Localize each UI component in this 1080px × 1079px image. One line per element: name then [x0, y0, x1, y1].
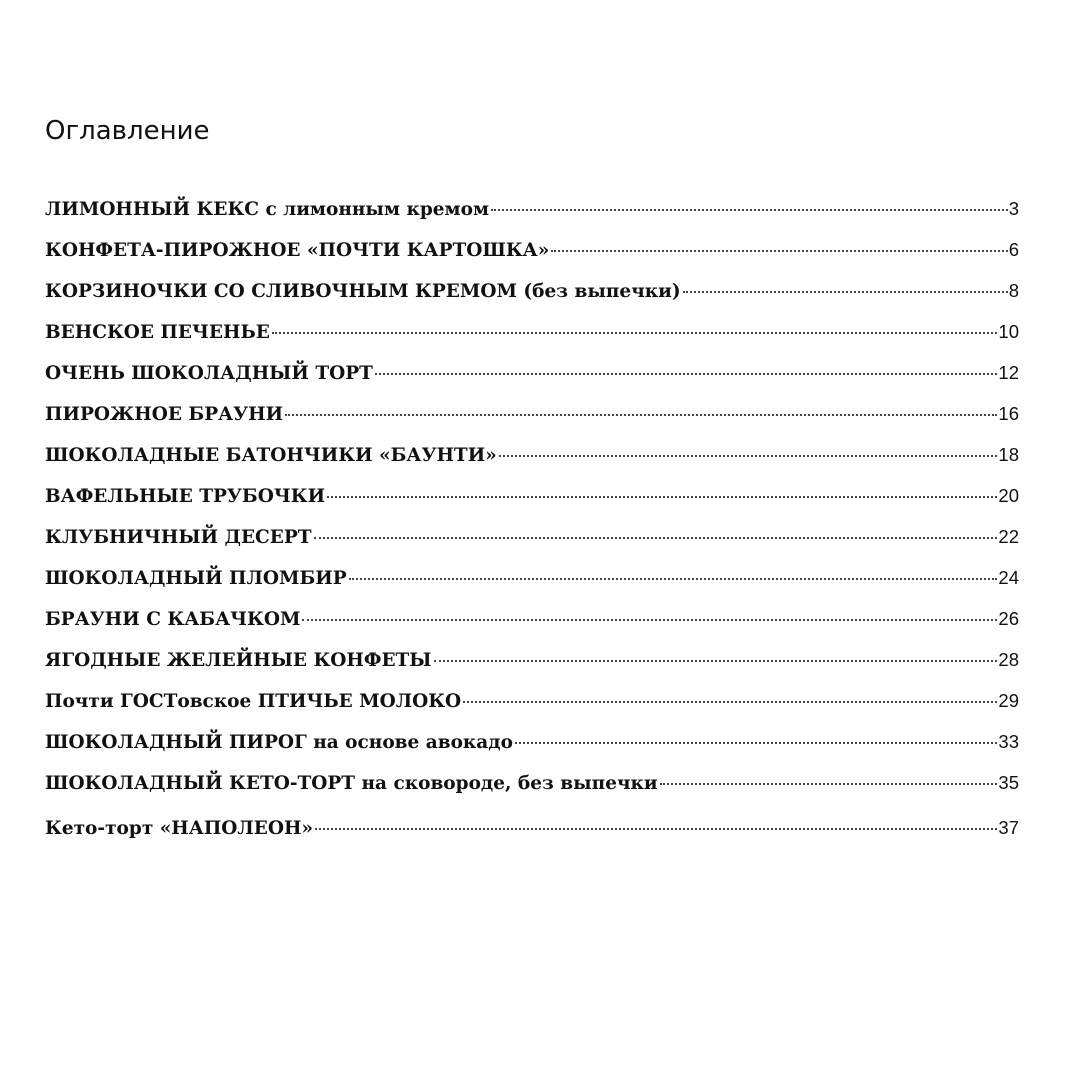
dot-leader	[463, 701, 997, 703]
toc-entry-page: 6	[1008, 239, 1019, 260]
toc-entry[interactable]	[45, 362, 1019, 403]
toc-entry-page: 28	[998, 649, 1019, 670]
toc-entry[interactable]	[45, 198, 1019, 239]
toc-list	[45, 198, 1019, 858]
dot-leader	[660, 783, 998, 785]
toc-entry[interactable]	[45, 690, 1019, 731]
toc-entry-page: 29	[998, 690, 1019, 711]
dot-leader	[683, 291, 1008, 293]
toc-entry[interactable]	[45, 731, 1019, 772]
toc-entry-label: ВАФЕЛЬНЫЕ ТРУБОЧКИ	[45, 486, 326, 507]
dot-leader	[302, 619, 997, 621]
dot-leader	[272, 332, 998, 334]
toc-entry[interactable]	[45, 321, 1019, 362]
toc-entry[interactable]	[45, 280, 1019, 321]
toc-entry-page: 20	[998, 485, 1019, 506]
toc-entry-page: 24	[998, 567, 1019, 588]
toc-entry[interactable]	[45, 485, 1019, 526]
toc-entry-label: ЛИМОННЫЙ КЕКС с лимонным кремом	[45, 199, 490, 220]
dot-leader	[327, 496, 997, 498]
toc-entry-label: Почти ГОСТовское ПТИЧЬЕ МОЛОКО	[45, 691, 462, 712]
toc-entry-page: 37	[998, 817, 1019, 838]
toc-entry-label: ВЕНСКОЕ ПЕЧЕНЬЕ	[45, 322, 270, 343]
dot-leader	[434, 660, 998, 662]
toc-entry-label: КОРЗИНОЧКИ СО СЛИВОЧНЫМ КРЕМОМ (без выпечки)	[45, 281, 681, 302]
toc-entry-page: 8	[1008, 280, 1019, 301]
toc-entry[interactable]	[45, 444, 1019, 485]
toc-entry[interactable]	[45, 608, 1019, 649]
toc-title: Оглавление	[45, 116, 210, 146]
dot-leader	[314, 537, 998, 539]
toc-entry-label: БРАУНИ С КАБАЧКОМ	[45, 609, 301, 630]
toc-entry-label: КОНФЕТА-ПИРОЖНОЕ «ПОЧТИ КАРТОШКА»	[45, 240, 550, 261]
toc-entry-label: ШОКОЛАДНЫЙ ПЛОМБИР	[45, 568, 347, 589]
dot-leader	[285, 414, 997, 416]
toc-entry[interactable]	[45, 239, 1019, 280]
toc-entry[interactable]	[45, 403, 1019, 444]
toc-entry-page: 35	[998, 772, 1019, 793]
dot-leader	[375, 373, 998, 375]
toc-entry-label: ЯГОДНЫЕ ЖЕЛЕЙНЫЕ КОНФЕТЫ	[45, 650, 432, 671]
toc-entry-label: ПИРОЖНОЕ БРАУНИ	[45, 404, 284, 425]
dot-leader	[551, 250, 1007, 252]
toc-entry-label: Кето-торт «НАПОЛЕОН»	[45, 818, 314, 839]
toc-entry-page: 33	[998, 731, 1019, 752]
toc-entry-page: 18	[998, 444, 1019, 465]
toc-entry[interactable]	[45, 817, 1019, 858]
toc-entry[interactable]	[45, 772, 1019, 817]
toc-entry-page: 3	[1008, 198, 1019, 219]
toc-entry-page: 12	[998, 362, 1019, 383]
dot-leader	[491, 209, 1008, 211]
toc-entry[interactable]	[45, 526, 1019, 567]
toc-entry-page: 10	[998, 321, 1019, 342]
toc-entry-label: ШОКОЛАДНЫЙ ПИРОГ на основе авокадо	[45, 732, 513, 753]
toc-entry[interactable]	[45, 649, 1019, 690]
toc-entry-page: 26	[998, 608, 1019, 629]
dot-leader	[499, 455, 998, 457]
toc-entry-label: ОЧЕНЬ ШОКОЛАДНЫЙ ТОРТ	[45, 363, 373, 384]
toc-entry-label: КЛУБНИЧНЫЙ ДЕСЕРТ	[45, 527, 312, 548]
toc-entry-label: ШОКОЛАДНЫЕ БАТОНЧИКИ «БАУНТИ»	[45, 445, 497, 466]
dot-leader	[349, 578, 998, 580]
dot-leader	[515, 742, 997, 744]
toc-entry-page: 22	[998, 526, 1019, 547]
dot-leader	[315, 828, 997, 830]
toc-entry-label: ШОКОЛАДНЫЙ КЕТО-ТОРТ на сковороде, без выпечки	[45, 773, 658, 794]
toc-entry-page: 16	[998, 403, 1019, 424]
toc-entry[interactable]	[45, 567, 1019, 608]
